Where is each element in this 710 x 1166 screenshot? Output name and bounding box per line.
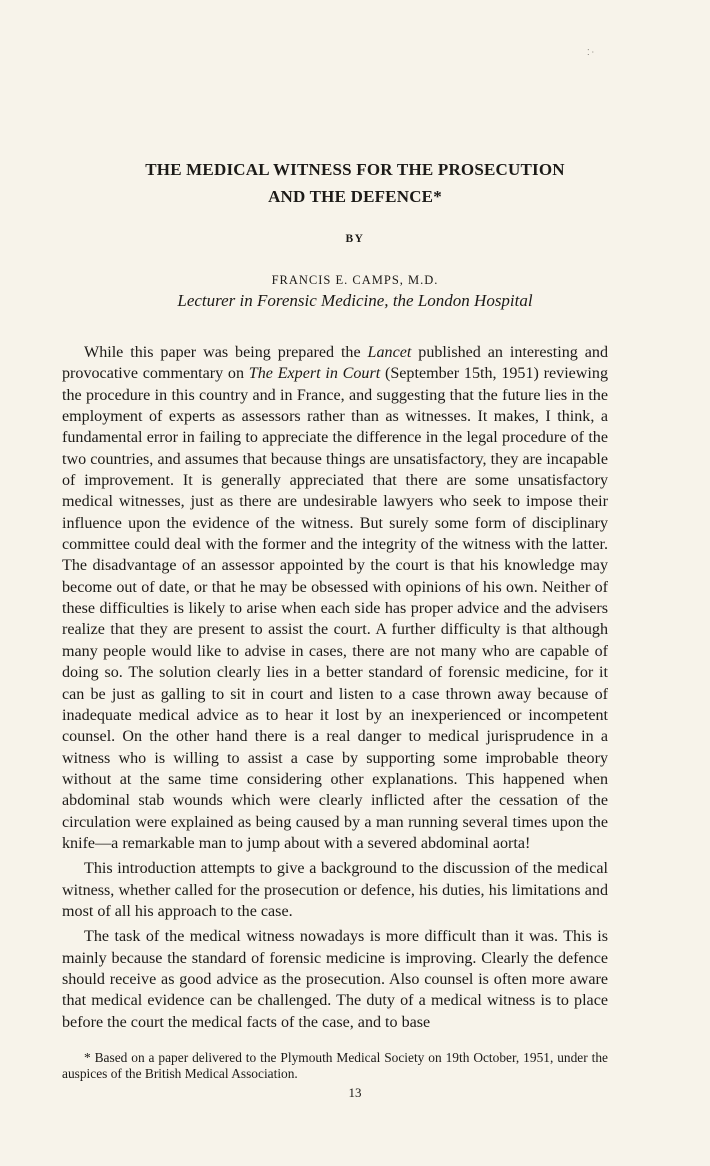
page-number: 13 bbox=[348, 1085, 362, 1100]
footnote-text: * Based on a paper delivered to the Plymouth Medical Society on 19th October, 1951, under the auspices of the British Medical Association. bbox=[62, 1050, 608, 1081]
cited-article-title: The Expert in Court bbox=[248, 365, 381, 383]
paragraph-3: The task of the medical witness nowadays is more difficult than it was. This is mainly because the standard of forensic medicine is improving. Clearly the defence should receive as good advice as the prosecution. Also counsel is often more aware that medical evidence can be challenged. The duty of a medical witness is to place before the court the medical facts of the case, and to base bbox=[62, 928, 608, 1031]
title-line-2: AND THE DEFENCE* bbox=[268, 187, 442, 206]
affiliation-role: Lecturer in Forensic Medicine, bbox=[177, 291, 389, 310]
article-title bbox=[40, 156, 670, 210]
print-speck: ⁚ · bbox=[587, 48, 595, 57]
author-affiliation bbox=[0, 289, 710, 313]
title-line-1: THE MEDICAL WITNESS FOR THE PROSECUTION bbox=[145, 160, 565, 179]
paragraph-1-text-b: published an interesting and provocative commentary on bbox=[62, 344, 608, 383]
affiliation-place: the London Hospital bbox=[392, 291, 533, 310]
footnote bbox=[62, 1050, 608, 1082]
author-name: FRANCIS E. CAMPS, M.D. bbox=[271, 273, 439, 287]
article-body bbox=[62, 342, 608, 1033]
paragraph-1-text-a: While this paper was being prepared the bbox=[84, 344, 368, 361]
journal-name-lancet: Lancet bbox=[367, 344, 412, 361]
paragraph-2: This introduction attempts to give a background to the discussion of the medical witness, whether called for the prosecution or defence, his duties, his limitations and most of all his approach to the case. bbox=[62, 860, 608, 920]
byline-by: BY bbox=[345, 233, 365, 245]
paragraph-1 bbox=[62, 342, 608, 854]
paragraph-1-text-c: (September 15th, 1951) reviewing the procedure in this country and in France, and suggesting that the future lies in the employment of experts as assessors rather than as witnesses. It makes, I think, a fundamental error in failing to appreciate the difference in the legal procedure of the two countries, and assumes that because things are unsatisfactory, they are incapable of improvement. It is generally appreciated that there are some unsatisfactory medical witnesses, just as there are undesirable lawyers who seek to impose their influence upon the evidence of the witness. But surely some form of disciplinary committee could deal with the former and the integrity of the witness with the latter. The disadvantage of an assessor appointed by the court is that his knowledge may become out of date, or that he may be obsessed with opinions of his own. Neither of these difficulties is likely to arise when each side has proper advice and the advisers realize that they are present to assist the court. A further difficulty is that although many people would like to advise in cases, there are not many who are capable of doing so. The solution clearly lies in a better standard of forensic medicine, for it can be just as galling to sit in court and listen to a case thrown away because of inadequate medical advice as to hear it lost by an inexperienced or incompetent counsel. On the other hand there is a real danger to medical jurisprudence in a witness who is willing to assist a case by supporting some improbable theory without at the same time considering other explanations. This happened when abdominal stab wounds which were clearly inflicted after the cessation of the circulation were explained as being caused by a man running several times upon the knife—a remarkable man to jump about with a severed abdominal aorta! bbox=[62, 365, 608, 852]
